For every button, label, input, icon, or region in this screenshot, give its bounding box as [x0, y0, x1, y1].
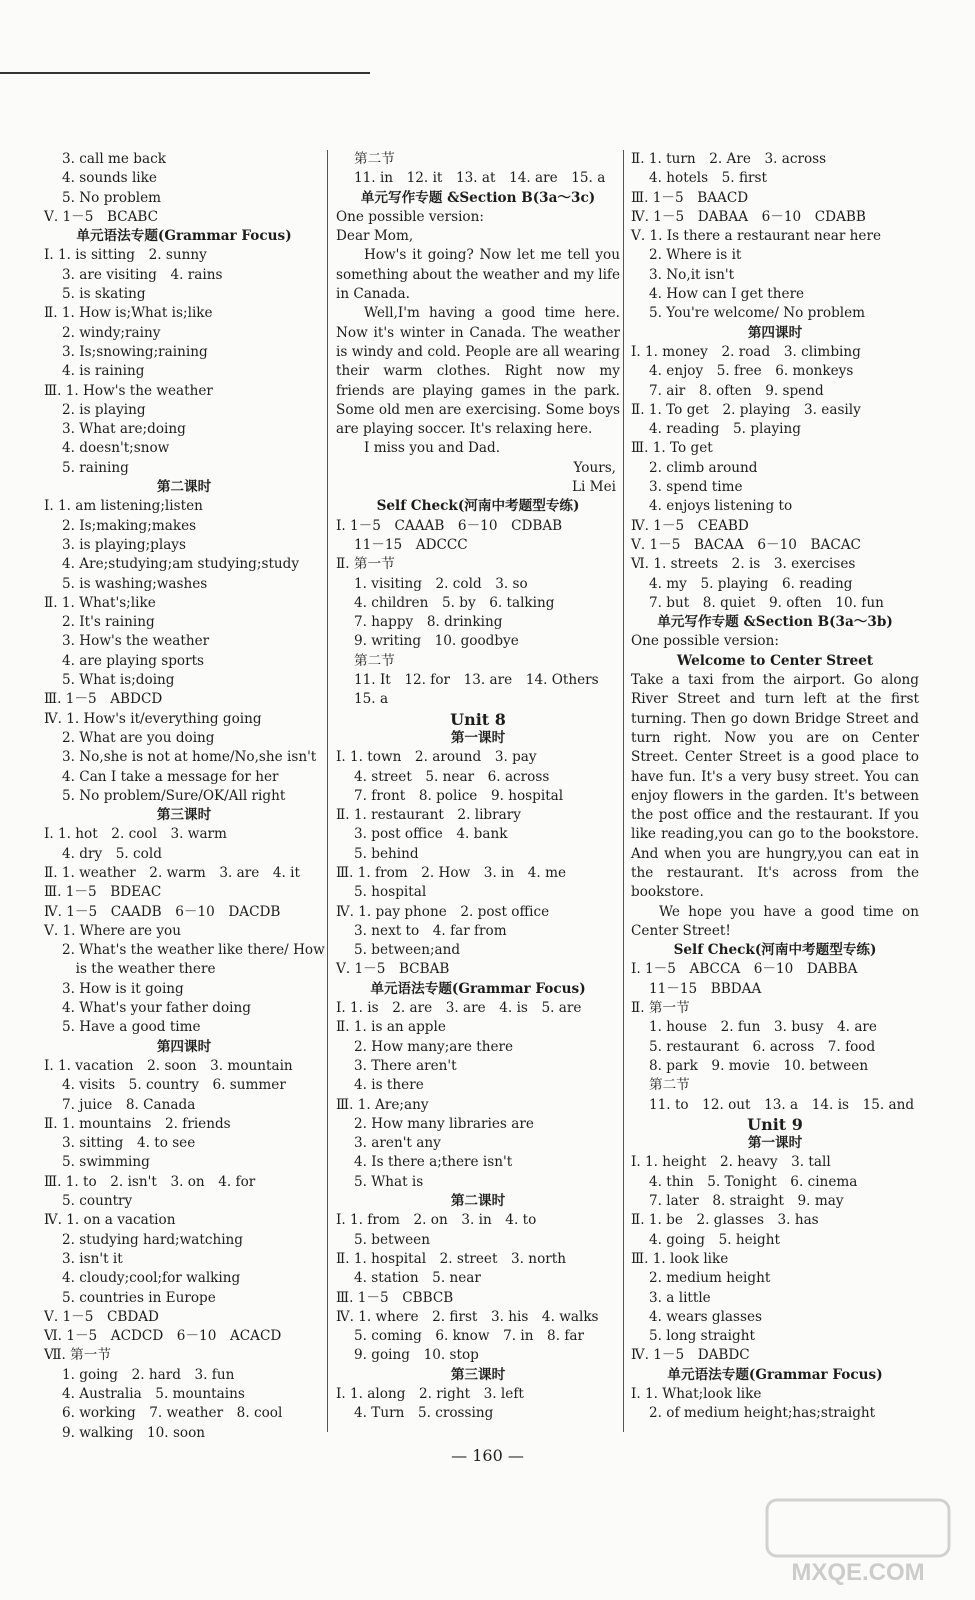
col1-line: 3. is playing;plays: [62, 536, 186, 553]
col3-line: Welcome to Center Street: [676, 652, 874, 669]
col2-line: 5. What is: [354, 1173, 424, 1190]
col1-line: 4. Can I take a message for her: [62, 768, 279, 785]
col2-line: 4. children 5. by 6. talking: [354, 594, 555, 611]
col2-line: 2. How many libraries are: [354, 1115, 534, 1132]
col1-line: Ⅲ. 1－5 ABDCD: [44, 691, 163, 708]
col2-line: How's it going? Now let me tell you something about the weather and my life in Canada.: [336, 247, 620, 303]
watermark-text: MXQE.COM: [791, 1559, 925, 1586]
col2-line: 5. behind: [354, 845, 419, 862]
col1-line: is the weather there: [62, 961, 216, 978]
answer-column-2: [336, 150, 620, 1424]
col2-line: 4. Is there a;there isn't: [354, 1154, 513, 1171]
col2-line: 5. coming 6. know 7. in 8. far: [354, 1328, 584, 1345]
col2-line: 3. next to 4. far from: [354, 922, 507, 939]
col3-line: 第一课时: [747, 1135, 803, 1152]
col3-line: 5. You're welcome/ No problem: [649, 305, 866, 322]
col2-line: Ⅰ. 1. along 2. right 3. left: [336, 1386, 524, 1402]
col1-line: Ⅴ. 1－5 BCABC: [44, 208, 159, 225]
col2-line: 9. writing 10. goodbye: [354, 633, 519, 650]
column-divider-1: [327, 150, 328, 1432]
answer-column-1: [44, 150, 324, 1443]
col1-line: Ⅳ. 1. on a vacation: [44, 1212, 176, 1229]
col2-line: Ⅰ. 1－5 CAAAB 6－10 CDBAB: [336, 517, 563, 534]
col3-line: Ⅰ. 1－5 ABCCA 6－10 DABBA: [631, 961, 858, 978]
col1-line: Ⅰ. 1. is sitting 2. sunny: [44, 247, 207, 264]
col3-line: 7. later 8. straight 9. may: [649, 1193, 844, 1210]
col1-line: Ⅲ. 1. to 2. isn't 3. on 4. for: [44, 1173, 256, 1190]
col2-line: 3. There aren't: [354, 1057, 457, 1074]
col2-line: 第一课时: [450, 729, 506, 746]
col2-line: Ⅴ. 1－5 BCBAB: [336, 961, 450, 978]
col1-line: 第四课时: [156, 1038, 212, 1055]
col1-line: 5. Have a good time: [62, 1019, 201, 1036]
col2-line: 第二节: [354, 151, 395, 167]
col1-line: 4. visits 5. country 6. summer: [62, 1077, 286, 1094]
col3-line: 5. long straight: [649, 1328, 755, 1345]
col3-line: 4. How can I get there: [649, 286, 805, 303]
col3-line: 第二节: [649, 1077, 690, 1094]
col3-line: Take a taxi from the airport. Go along River Street and turn left at the first turning. Then go down Bridge Street and turn right. Now you are on Center Street. Center Street is a good place to have fun. It's a very busy street. You can enjoy flowers in the garden. It's between the post office and the restaurant. If you like reading,you can go to the bookstore. And when you are hungry,you can eat in the restaurant. It's across from the bookstore.: [631, 672, 919, 901]
col2-line: 15. a: [354, 691, 389, 708]
col2-line: Yours,: [573, 459, 616, 476]
col2-line: 11. It 12. for 13. are 14. Others: [354, 672, 599, 689]
col2-line: 第二节: [354, 652, 395, 669]
col2-line: Ⅱ. 第一节: [336, 556, 395, 573]
col2-line: Ⅱ. 1. restaurant 2. library: [336, 807, 521, 824]
col2-line: 4. station 5. near: [354, 1270, 481, 1287]
col2-line: 2. How many;are there: [354, 1038, 514, 1055]
col3-line: Ⅵ. 1. streets 2. is 3. exercises: [631, 556, 856, 573]
col3-line: Ⅴ. 1. Is there a restaurant near here: [631, 228, 882, 245]
col1-line: Ⅰ. 1. am listening;listen: [44, 498, 203, 515]
col3-line: 11. to 12. out 13. a 14. is 15. and: [649, 1096, 915, 1113]
col1-line: Ⅰ. 1. hot 2. cool 3. warm: [44, 826, 227, 843]
col3-line: 2. Where is it: [649, 247, 742, 264]
col3-line: 4. enjoys listening to: [649, 498, 793, 515]
col2-line: Ⅰ. 1. from 2. on 3. in 4. to: [336, 1212, 537, 1229]
col1-line: 4. dry 5. cold: [62, 845, 162, 862]
col1-line: 5. No problem: [62, 189, 162, 206]
answer-column-3: [631, 150, 919, 1424]
col3-line: 3. No,it isn't: [649, 266, 735, 283]
col2-line: 7. happy 8. drinking: [354, 614, 503, 631]
col2-line: I miss you and Dad.: [364, 440, 501, 457]
col3-line: 单元语法专题(Grammar Focus): [667, 1366, 883, 1383]
col3-line: 4. reading 5. playing: [649, 421, 801, 438]
col2-line: 5. between;and: [354, 942, 461, 959]
col1-line: 2. It's raining: [62, 614, 155, 631]
col3-line: 4. going 5. height: [649, 1231, 780, 1248]
col3-line: 2. medium height: [649, 1270, 771, 1287]
col3-line: Ⅴ. 1－5 BACAA 6－10 BACAC: [631, 536, 861, 553]
col1-line: 2. windy;rainy: [62, 324, 161, 341]
col3-line: Ⅳ. 1－5 CEABD: [631, 517, 749, 534]
col1-line: Ⅱ. 1. What's;like: [44, 594, 156, 611]
col1-line: Ⅲ. 1. How's the weather: [44, 382, 213, 399]
col1-line: 第三课时: [156, 807, 212, 824]
col2-line: Unit 8: [450, 709, 506, 729]
col1-line: 3. No,she is not at home/No,she isn't: [62, 749, 317, 766]
top-rule: [0, 72, 370, 74]
column-divider-2: [623, 150, 624, 1432]
col3-line: 4. my 5. playing 6. reading: [649, 575, 853, 592]
col1-line: 4. doesn't;snow: [62, 440, 170, 457]
col1-line: 4. Australia 5. mountains: [62, 1386, 245, 1402]
col2-line: Ⅲ. 1－5 CBBCB: [336, 1289, 454, 1306]
col3-line: Self Check(河南中考题型专练): [673, 942, 877, 959]
col2-line: 1. visiting 2. cold 3. so: [354, 575, 528, 592]
col1-line: 4. is raining: [62, 363, 145, 380]
col2-line: Ⅳ. 1. where 2. first 3. his 4. walks: [336, 1308, 599, 1325]
col3-line: 4. wears glasses: [649, 1308, 762, 1325]
col1-line: 3. How's the weather: [62, 633, 210, 650]
col2-line: 11. in 12. it 13. at 14. are 15. a: [354, 170, 606, 187]
col1-line: 5. swimming: [62, 1154, 150, 1171]
col3-line: 2. of medium height;has;straight: [649, 1405, 876, 1422]
col2-line: Ⅱ. 1. hospital 2. street 3. north: [336, 1250, 566, 1267]
col3-line: 单元写作专题 &Section B(3a～3b): [657, 614, 893, 631]
col3-line: Ⅱ. 1. be 2. glasses 3. has: [631, 1212, 819, 1229]
col3-line: 4. enjoy 5. free 6. monkeys: [649, 363, 854, 380]
col2-line: 3. post office 4. bank: [354, 826, 508, 843]
col2-line: 4. is there: [354, 1077, 424, 1094]
col1-line: 2. is playing: [62, 401, 146, 418]
col2-line: 3. aren't any: [354, 1135, 441, 1152]
col1-line: Ⅵ. 1－5 ACDCD 6－10 ACACD: [44, 1328, 282, 1345]
col1-line: 5. country: [62, 1193, 133, 1210]
col1-line: Ⅳ. 1－5 CAADB 6－10 DACDB: [44, 903, 281, 920]
col1-line: 4. Are;studying;am studying;study: [62, 556, 300, 573]
col3-line: 11－15 BBDAA: [649, 980, 762, 997]
col1-line: 9. walking 10. soon: [62, 1424, 206, 1441]
col3-line: Ⅲ. 1. To get: [631, 440, 713, 457]
col2-line: Ⅰ. 1. town 2. around 3. pay: [336, 749, 537, 766]
col1-line: 4. sounds like: [62, 170, 157, 187]
col1-line: 3. isn't it: [62, 1250, 123, 1267]
col3-line: Ⅳ. 1－5 DABDC: [631, 1347, 750, 1364]
col1-line: 第二课时: [156, 479, 212, 496]
col3-line: Ⅳ. 1－5 DABAA 6－10 CDABB: [631, 208, 866, 225]
col1-line: Ⅱ. 1. mountains 2. friends: [44, 1115, 231, 1132]
col2-line: Dear Mom,: [336, 228, 414, 245]
col2-line: Self Check(河南中考题型专练): [376, 498, 580, 515]
col1-line: 5. is washing;washes: [62, 575, 208, 592]
col1-line: Ⅴ. 1－5 CBDAD: [44, 1308, 159, 1325]
col3-line: 7. but 8. quiet 9. often 10. fun: [649, 594, 884, 611]
col1-line: Ⅴ. 1. Where are you: [44, 922, 181, 939]
col3-line: Ⅱ. 1. To get 2. playing 3. easily: [631, 401, 861, 418]
col3-line: Ⅲ. 1－5 BAACD: [631, 189, 749, 206]
col2-line: 单元语法专题(Grammar Focus): [370, 980, 586, 997]
col3-line: 7. air 8. often 9. spend: [649, 382, 824, 399]
col1-line: Ⅳ. 1. How's it/everything going: [44, 710, 262, 727]
col2-line: 单元写作专题 &Section B(3a～3c): [360, 189, 596, 206]
col1-line: 2. What are you doing: [62, 729, 215, 746]
col3-line: Unit 9: [747, 1114, 803, 1134]
col1-line: Ⅱ. 1. How is;What is;like: [44, 305, 213, 322]
col1-line: 单元语法专题(Grammar Focus): [76, 228, 292, 245]
col3-line: Ⅱ. 第一节: [631, 1000, 690, 1017]
col1-line: 5. raining: [62, 459, 129, 476]
col2-line: Ⅲ. 1. Are;any: [336, 1096, 429, 1113]
col1-line: 3. What are;doing: [62, 421, 186, 438]
col2-line: Well,I'm having a good time here. Now it's winter in Canada. The weather is windy and cold. People are all wearing their warm clothes. Right now my friends are playing games in the park. Some old men are exercising. Some boys are playing soccer. It's relaxing here.: [336, 305, 620, 438]
col2-line: 7. front 8. police 9. hospital: [354, 787, 564, 804]
col3-line: 4. hotels 5. first: [649, 170, 767, 187]
col3-line: 3. a little: [649, 1289, 711, 1306]
col1-line: 6. working 7. weather 8. cool: [62, 1405, 283, 1422]
col3-line: We hope you have a good time on Center Street!: [631, 903, 919, 939]
col1-line: 7. juice 8. Canada: [62, 1096, 196, 1113]
col3-line: Ⅰ. 1. money 2. road 3. climbing: [631, 343, 861, 360]
col3-line: 1. house 2. fun 3. busy 4. are: [649, 1019, 877, 1036]
col1-line: Ⅱ. 1. weather 2. warm 3. are 4. it: [44, 864, 300, 881]
col1-line: 3. are visiting 4. rains: [62, 266, 223, 283]
col1-line: 4. cloudy;cool;for walking: [62, 1270, 241, 1287]
col1-line: 3. sitting 4. to see: [62, 1135, 196, 1152]
col2-line: Li Mei: [571, 479, 616, 496]
col2-line: Ⅱ. 1. is an apple: [336, 1019, 446, 1036]
col2-line: 第三课时: [450, 1366, 506, 1383]
col3-line: Ⅰ. 1. height 2. heavy 3. tall: [631, 1154, 831, 1171]
col1-line: 1. going 2. hard 3. fun: [62, 1366, 235, 1383]
col1-line: 3. How is it going: [62, 980, 184, 997]
col1-line: Ⅰ. 1. vacation 2. soon 3. mountain: [44, 1057, 293, 1074]
col2-line: Ⅲ. 1. from 2. How 3. in 4. me: [336, 864, 567, 881]
col1-line: 2. studying hard;watching: [62, 1231, 244, 1248]
col1-line: 5. What is;doing: [62, 672, 175, 689]
col3-line: 3. spend time: [649, 479, 743, 496]
col1-line: Ⅶ. 第一节: [44, 1347, 111, 1364]
col2-line: One possible version:: [336, 208, 484, 225]
col3-line: 5. restaurant 6. across 7. food: [649, 1038, 876, 1055]
col1-line: 3. Is;snowing;raining: [62, 343, 208, 360]
col3-line: Ⅲ. 1. look like: [631, 1250, 729, 1267]
col1-line: 4. are playing sports: [62, 652, 205, 669]
col1-line: 5. countries in Europe: [62, 1289, 216, 1306]
col3-line: 8. park 9. movie 10. between: [649, 1057, 869, 1074]
col1-line: 5. No problem/Sure/OK/All right: [62, 787, 286, 804]
col3-line: 第四课时: [747, 324, 803, 341]
col2-line: 4. street 5. near 6. across: [354, 768, 550, 785]
col1-line: 4. What's your father doing: [62, 1000, 251, 1017]
watermark-logo: [763, 1496, 953, 1588]
col2-line: 5. between: [354, 1231, 430, 1248]
col2-line: 9. going 10. stop: [354, 1347, 479, 1364]
col1-line: 5. is skating: [62, 286, 146, 303]
col1-line: 2. What's the weather like there/ How: [62, 942, 325, 959]
page-number: — 160 —: [451, 1446, 524, 1465]
col2-line: 11－15 ADCCC: [354, 536, 468, 553]
col3-line: Ⅱ. 1. turn 2. Are 3. across: [631, 151, 827, 167]
col3-line: 4. thin 5. Tonight 6. cinema: [649, 1173, 858, 1190]
col2-line: 5. hospital: [354, 884, 427, 901]
col3-line: One possible version:: [631, 633, 779, 650]
col1-line: Ⅲ. 1－5 BDEAC: [44, 884, 162, 901]
col2-line: Ⅳ. 1. pay phone 2. post office: [336, 903, 550, 920]
col2-line: 4. Turn 5. crossing: [354, 1405, 494, 1422]
col3-line: 2. climb around: [649, 459, 758, 476]
col3-line: Ⅰ. 1. What;look like: [631, 1386, 762, 1402]
col1-line: 2. Is;making;makes: [62, 517, 197, 534]
col1-line: 3. call me back: [62, 151, 166, 167]
col2-line: 第二课时: [450, 1193, 506, 1210]
col2-line: Ⅰ. 1. is 2. are 3. are 4. is 5. are: [336, 1000, 582, 1017]
